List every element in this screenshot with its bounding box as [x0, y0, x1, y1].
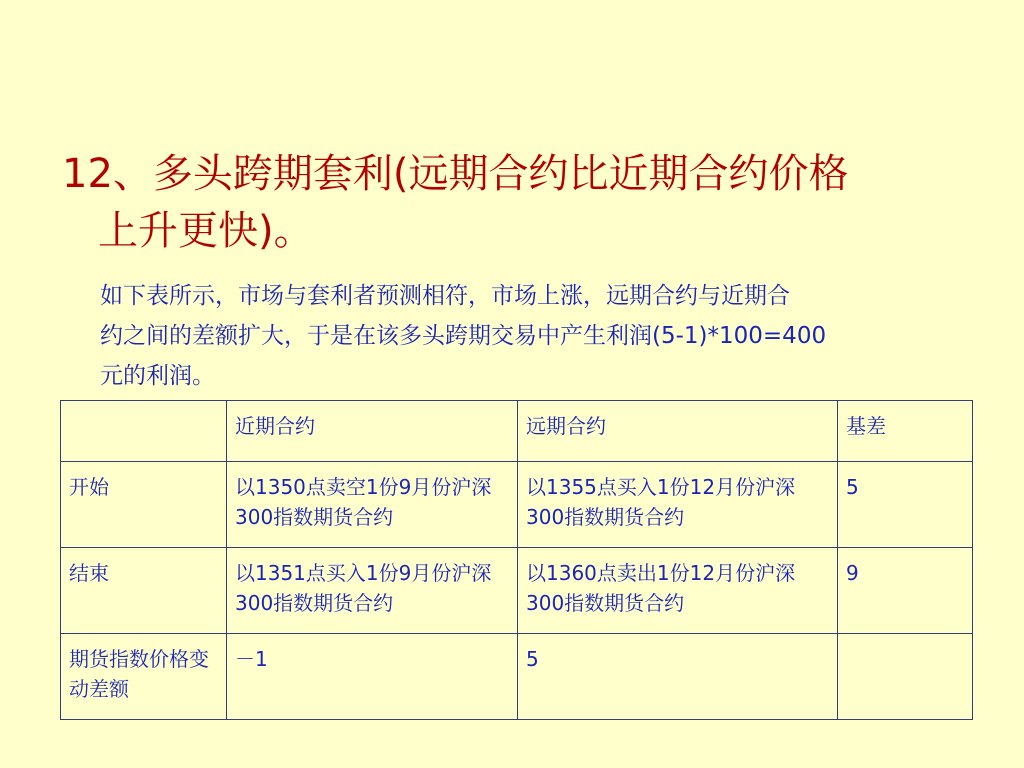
cell-basis-change	[838, 634, 973, 720]
arbitrage-table	[60, 400, 973, 720]
row-label-start: 开始	[61, 462, 227, 548]
paragraph-line-3: 元的利润。	[100, 363, 215, 389]
header-cell-blank	[61, 401, 227, 462]
cell-far-start: 以1355点买入1份12月份沪深300指数期货合约	[518, 462, 838, 548]
paragraph-line-1: 如下表所示，市场与套利者预测相符，市场上涨，远期合约与近期合	[100, 283, 790, 309]
header-cell-far-contract: 远期合约	[518, 401, 838, 462]
slide-title-line-2: 上升更快)。	[98, 208, 314, 254]
table-row	[61, 548, 973, 634]
cell-near-start: 以1350点卖空1份9月份沪深300指数期货合约	[227, 462, 518, 548]
row-label-end: 结束	[61, 548, 227, 634]
table-row	[61, 634, 973, 720]
slide-title	[62, 146, 962, 260]
header-cell-basis: 基差	[838, 401, 973, 462]
cell-far-change: 5	[518, 634, 838, 720]
cell-basis-start: 5	[838, 462, 973, 548]
table-row	[61, 462, 973, 548]
cell-far-end: 以1360点卖出1份12月份沪深300指数期货合约	[518, 548, 838, 634]
explanation-paragraph	[100, 276, 980, 396]
paragraph-line-2: 约之间的差额扩大，于是在该多头跨期交易中产生利润(5-1)*100=400	[100, 323, 827, 349]
header-cell-near-contract: 近期合约	[227, 401, 518, 462]
row-label-price-change: 期货指数价格变动差额	[61, 634, 227, 720]
cell-near-end: 以1351点买入1份9月份沪深300指数期货合约	[227, 548, 518, 634]
cell-near-change: －1	[227, 634, 518, 720]
table-header-row	[61, 401, 973, 462]
cell-basis-end: 9	[838, 548, 973, 634]
slide-title-line-1: 12、多头跨期套利(远期合约比近期合约价格	[62, 151, 849, 197]
